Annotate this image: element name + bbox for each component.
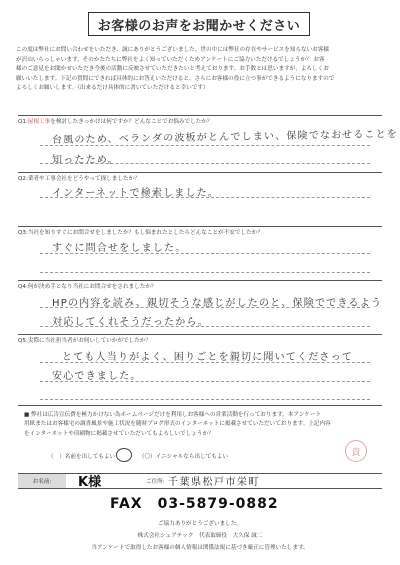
- question-divider: [18, 226, 382, 227]
- question-divider: [18, 405, 382, 406]
- question-divider: [18, 280, 382, 281]
- question-prefix: Q4:: [18, 284, 28, 290]
- page-title: お客様のお声をお聞かせください: [88, 12, 310, 36]
- answer-4-line-1: HPの内容を読み、親切そうな感じがしたのと、保険でできるよう: [52, 298, 383, 309]
- question-4: [18, 282, 157, 290]
- answer-1-line-2: 知ったため。: [52, 155, 119, 166]
- footer-thanks: ご協力ありがとうございました。: [158, 521, 242, 527]
- answer-3-line-1: すぐに問合せをしました。: [52, 243, 187, 254]
- fax-number: FAX 03-5879-0882: [110, 496, 279, 512]
- answer-rule: [40, 399, 370, 400]
- question-divider: [18, 334, 382, 335]
- question-5: [18, 336, 151, 344]
- notice-line: をインターネットや印刷物に掲載させていただいてもよろしいでしょうか？: [24, 430, 214, 437]
- intro-line: 願いいたします。下記の質問にできれば具体的にお答えいただけると、さらにお客様の役に立つ事ができるようになりますので: [16, 75, 335, 82]
- question-3: [18, 228, 263, 236]
- question-prefix: Q5:: [18, 338, 28, 344]
- publication-notice: [24, 411, 374, 439]
- name-label: お名前:: [18, 474, 66, 488]
- footer-privacy: 当アンケートで取得したお客様の個人情報は関係法規に基づき厳正に管理いたします。: [91, 545, 309, 551]
- question-text: を検討したきっかけは何ですか？どんなことでお悩みでしたか？: [50, 119, 213, 125]
- notice-line: 用紙またはお客様宅の調査風景や施工状況を随時ブログ形式のインターネットに掲載させていただいております。上記内容: [24, 421, 331, 428]
- question-text: 何が決め手となり当社にお問合せをされましたか？: [27, 284, 157, 290]
- answer-5-line-1: とても人当りがよく、困りごとを親切に聞いてくださって: [62, 352, 353, 363]
- answer-rule: [40, 272, 370, 273]
- question-prefix: Q1:: [18, 119, 28, 125]
- question-text: 当社を知りすぐにお問合せをしましたか？もし悩まれたとしたらどんなことが不安でしたか？: [27, 230, 263, 236]
- option-full-name[interactable]: （ ）名前を出してもよい: [48, 454, 116, 460]
- intro-line: この度は弊社にお問い合わせをいただき、誠にありがとうございました。世の中には弊社の存在やサービスを知らないお客様: [16, 47, 330, 53]
- question-text: 実際に当社担当者がお伺いしていかがでしたか？: [27, 338, 151, 344]
- question-1: [18, 117, 212, 125]
- question-2: [18, 174, 140, 182]
- footer-company: 株式会社シェアテック 代表取締役 大久保 誠二: [137, 533, 263, 539]
- answer-4-line-2: 対応してくれそうだったから。: [52, 317, 209, 328]
- question-divider: [18, 172, 382, 173]
- name-address-row: [18, 473, 382, 489]
- handwritten-circle-mark: [116, 448, 132, 462]
- seal-stamp: 貴: [345, 440, 367, 462]
- option-initials[interactable]: （〇）イニシャルなら出してもよい: [138, 454, 229, 460]
- question-prefix: Q2:: [18, 176, 28, 182]
- question-highlight: 屋根工事: [27, 119, 51, 125]
- address-label: ご住所:: [146, 479, 165, 485]
- question-prefix: Q3:: [18, 230, 28, 236]
- question-text: 業者や工事会社をどうやって探しましたか？: [27, 176, 140, 182]
- name-value: K様: [78, 475, 102, 490]
- address-value: 千葉県松戸市栄町: [168, 477, 260, 488]
- answer-1-line-1: 台風のため、ベランダの波板がとんでしまい、保険でなおせることを: [51, 128, 399, 146]
- intro-line: よろしくお願いします。（出来るだけ具体的に書いていただけると幸いです）: [16, 85, 209, 92]
- intro-line: 様のご意見をお聞かせいただき今後の活動に反映させていただきたいと考えております。お手数とは思いますが、よろしくお: [16, 66, 329, 73]
- answer-5-line-2: 安心できました。: [52, 371, 142, 382]
- answer-2-line-1: インターネットで検索しました。: [52, 188, 220, 199]
- intro-line: が沢山いらっしゃいます。そのかたたちに弊社をよく知っていただくためアンケートにご協力いただけるでしょうか？ お客: [16, 56, 325, 63]
- question-divider: [18, 115, 382, 116]
- notice-line: ■ 弊社は広告宣伝費を極力かけない為ホームページだけを利用しお客様への営業活動を行っております。本アンケート: [24, 412, 322, 418]
- publication-options: [48, 452, 250, 460]
- intro-text: [16, 46, 386, 94]
